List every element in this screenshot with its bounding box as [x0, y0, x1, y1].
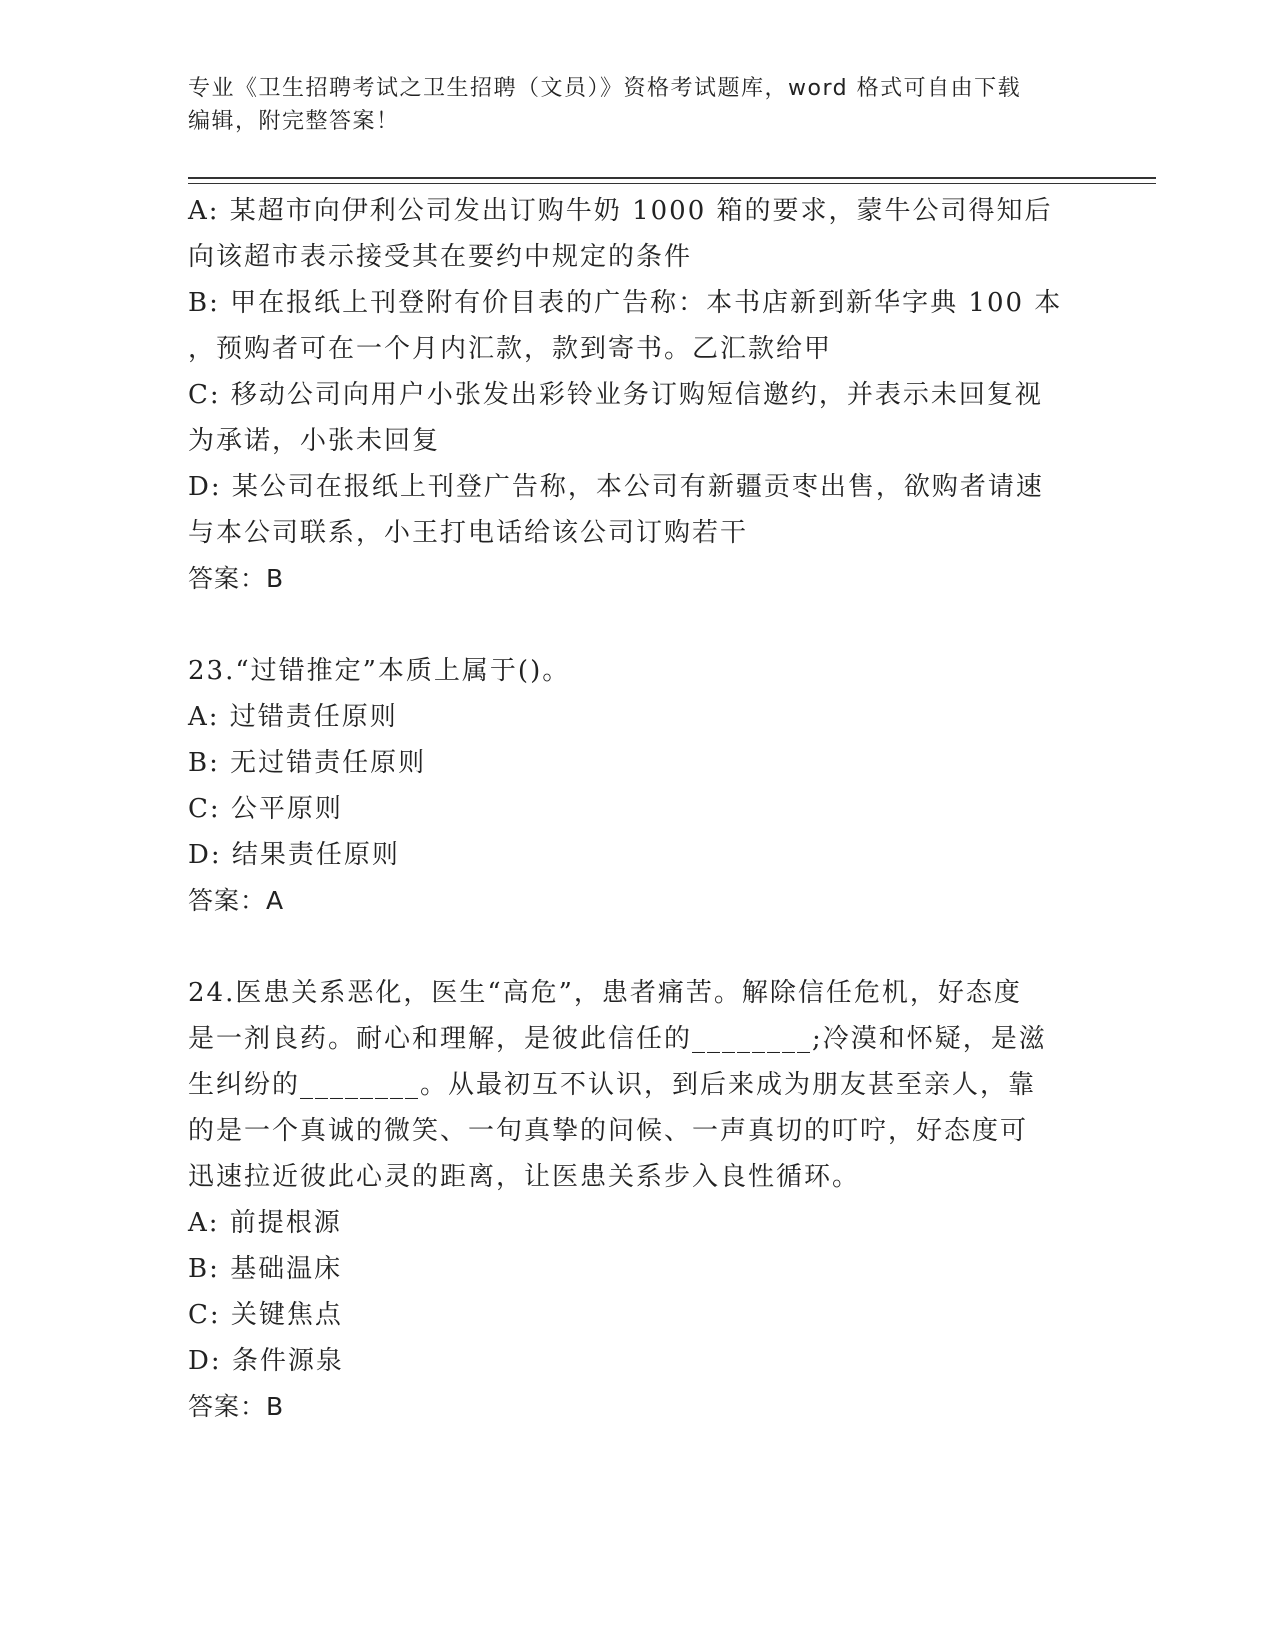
- answer: 答案：A: [188, 886, 285, 915]
- option-c: C: 关键焦点: [188, 1300, 343, 1330]
- document-body: [188, 188, 1088, 1430]
- question-stem-line-4: 的是一个真诚的微笑、一句真挚的问候、一声真切的叮咛，好态度可: [188, 1116, 1029, 1146]
- option-c-line-2: 为承诺，小张未回复: [188, 426, 441, 456]
- header-divider-thick: [188, 177, 1156, 179]
- option-a-line-1: A: 某超市向伊利公司发出订购牛奶 1000 箱的要求，蒙牛公司得知后: [188, 196, 1053, 226]
- option-c: C: 公平原则: [188, 794, 343, 824]
- header-line-2: 编辑，附完整答案！: [188, 109, 400, 134]
- option-d: D: 结果责任原则: [188, 840, 400, 870]
- question-stem-line-5: 迅速拉近彼此心灵的距离，让医患关系步入良性循环。: [188, 1162, 861, 1192]
- question-stem-line-1: 24.医患关系恶化，医生“高危”，患者痛苦。解除信任危机，好态度: [188, 978, 1022, 1008]
- answer: 答案：B: [188, 1392, 285, 1421]
- option-a-line-2: 向该超市表示接受其在要约中规定的条件: [188, 242, 693, 272]
- question-stem: 23.“过错推定”本质上属于()。: [188, 656, 571, 686]
- question-23: [188, 648, 1088, 924]
- question-spacer: [188, 602, 1088, 648]
- question-stem-line-2: 是一剂良药。耐心和理解，是彼此信任的________;冷漠和怀疑，是滋: [188, 1024, 1047, 1054]
- option-b: B: 基础温床: [188, 1254, 343, 1284]
- option-a: A: 过错责任原则: [188, 702, 398, 732]
- header-line-1: 专业《卫生招聘考试之卫生招聘（文员）》资格考试题库，word 格式可自由下载: [188, 76, 1022, 101]
- option-d: D: 条件源泉: [188, 1346, 344, 1376]
- answer: 答案：B: [188, 564, 285, 593]
- option-b-line-1: B: 甲在报纸上刊登附有价目表的广告称：本书店新到新华字典 100 本: [188, 288, 1063, 318]
- header-divider-thin: [188, 183, 1156, 184]
- question-stem-line-3: 生纠纷的________。从最初互不认识，到后来成为朋友甚至亲人，靠: [188, 1070, 1037, 1100]
- question-24: [188, 970, 1088, 1430]
- document-header: [188, 72, 1088, 138]
- question-spacer: [188, 924, 1088, 970]
- option-d-line-2: 与本公司联系，小王打电话给该公司订购若干: [188, 518, 749, 548]
- option-b-line-2: ，预购者可在一个月内汇款，款到寄书。乙汇款给甲: [188, 334, 833, 364]
- option-a: A: 前提根源: [188, 1208, 342, 1238]
- option-d-line-1: D: 某公司在报纸上刊登广告称，本公司有新疆贡枣出售，欲购者请速: [188, 472, 1044, 502]
- question-22-options: [188, 188, 1088, 602]
- option-b: B: 无过错责任原则: [188, 748, 427, 778]
- option-c-line-1: C: 移动公司向用户小张发出彩铃业务订购短信邀约，并表示未回复视: [188, 380, 1043, 410]
